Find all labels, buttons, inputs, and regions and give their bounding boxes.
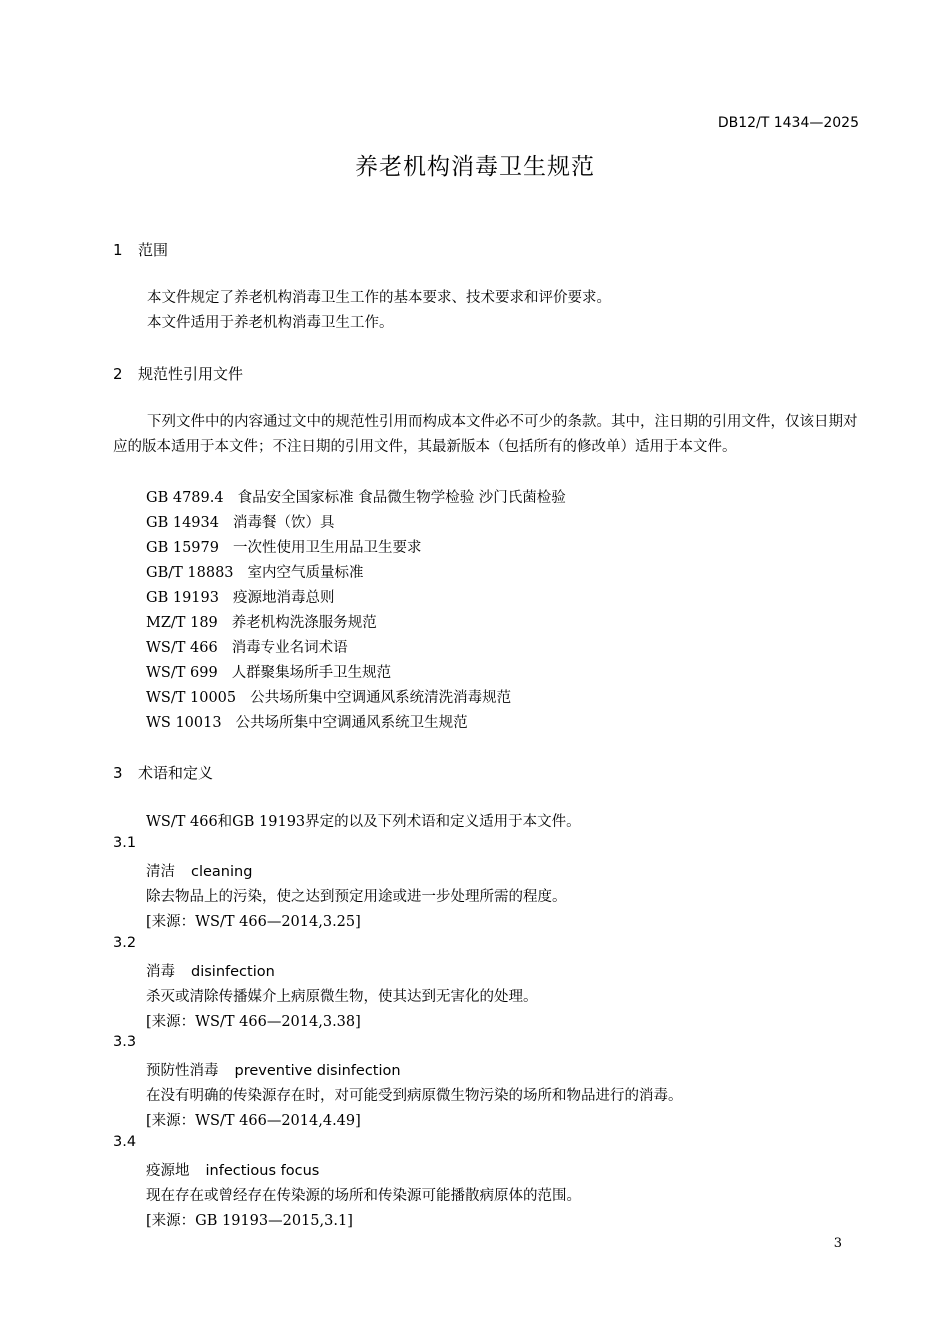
reference-title: 一次性使用卫生用品卫生要求 [232, 540, 422, 556]
reference-code: WS/T 699 [146, 665, 218, 681]
term-definition: 除去物品上的污染，使之达到预定用途或进一步处理所需的程度。 [146, 889, 567, 905]
reference-item [146, 536, 421, 557]
reference-code: WS 10013 [146, 715, 222, 731]
term-definition: 杀灭或清除传播媒介上病原微生物，使其达到无害化的处理。 [146, 989, 538, 1005]
reference-title: 人群聚集场所手卫生规范 [231, 665, 392, 681]
term-zh: 疫源地 [146, 1163, 190, 1179]
reference-item [146, 711, 468, 732]
reference-item [146, 486, 566, 507]
reference-title: 公共场所集中空调通风系统清洗消毒规范 [250, 690, 512, 706]
term-definition: 在没有明确的传染源存在时，对可能受到病原微生物污染的场所和物品进行的消毒。 [146, 1088, 683, 1104]
reference-code: GB 14934 [146, 515, 219, 531]
term-entry [146, 860, 252, 881]
term-definition: 现在存在或曾经存在传染源的场所和传染源可能播散病原体的范围。 [146, 1188, 581, 1204]
paragraph: 下列文件中的内容通过文中的规范性引用而构成本文件必不可少的条款。其中，注日期的引用文件，仅该日期对应的版本适用于本文件；不注日期的引用文件，其最新版本（包括所有的修改单）适用于本文件。 [113, 414, 858, 455]
reference-code: GB 19193 [146, 590, 219, 606]
paragraph: 本文件规定了养老机构消毒卫生工作的基本要求、技术要求和评价要求。 [147, 290, 611, 306]
term-source: [来源：WS/T 466—2014,3.38] [146, 1014, 361, 1030]
reference-item [146, 611, 377, 632]
term-zh: 清洁 [146, 864, 175, 880]
reference-code: GB 15979 [146, 540, 219, 556]
section-number: 2 [113, 365, 123, 383]
term-number: 3.2 [113, 935, 137, 951]
term-en: preventive disinfection [234, 1063, 401, 1079]
term-en: disinfection [191, 964, 275, 980]
section-title: 规范性引用文件 [138, 365, 244, 383]
reference-item [146, 686, 511, 707]
document-title: 养老机构消毒卫生规范 [355, 154, 595, 180]
section-heading-scope [113, 239, 168, 260]
section-number: 1 [113, 241, 123, 259]
reference-item [146, 636, 348, 657]
term-entry [146, 1159, 319, 1180]
term-number: 3.1 [113, 835, 137, 851]
term-en: infectious focus [205, 1163, 320, 1179]
section-title: 术语和定义 [138, 764, 214, 782]
section-title: 范围 [138, 241, 169, 259]
reference-item [146, 586, 334, 607]
term-zh: 预防性消毒 [146, 1063, 219, 1079]
term-number: 3.4 [113, 1134, 137, 1150]
reference-item [146, 561, 364, 582]
reference-title: 养老机构洗涤服务规范 [231, 615, 377, 631]
paragraph: 本文件适用于养老机构消毒卫生工作。 [147, 315, 394, 331]
term-en: cleaning [191, 864, 253, 880]
section-number: 3 [113, 764, 123, 782]
term-source: [来源：WS/T 466—2014,3.25] [146, 914, 361, 930]
section-heading-terms-definitions [113, 762, 213, 783]
reference-code: WS/T 10005 [146, 690, 237, 706]
reference-code: MZ/T 189 [146, 615, 218, 631]
term-entry [146, 1059, 401, 1080]
reference-title: 公共场所集中空调通风系统卫生规范 [235, 715, 468, 731]
page-number: 3 [833, 1236, 842, 1251]
paragraph: WS/T 466和GB 19193界定的以及下列术语和定义适用于本文件。 [146, 814, 581, 830]
document-number: DB12/T 1434—2025 [717, 115, 859, 131]
reference-code: WS/T 466 [146, 640, 218, 656]
reference-title: 消毒专业名词术语 [231, 640, 348, 656]
term-source: [来源：WS/T 466—2014,4.49] [146, 1113, 361, 1129]
section-heading-normative-references [113, 363, 243, 384]
term-source: [来源：GB 19193—2015,3.1] [146, 1213, 353, 1229]
reference-title: 食品安全国家标准 食品微生物学检验 沙门氏菌检验 [237, 490, 566, 506]
reference-code: GB/T 18883 [146, 565, 234, 581]
reference-item [146, 511, 334, 532]
term-zh: 消毒 [146, 964, 175, 980]
reference-item [146, 661, 391, 682]
term-number: 3.3 [113, 1034, 137, 1050]
reference-title: 疫源地消毒总则 [232, 590, 335, 606]
reference-title: 室内空气质量标准 [247, 565, 364, 581]
reference-title: 消毒餐（饮）具 [232, 515, 335, 531]
reference-code: GB 4789.4 [146, 490, 224, 506]
term-entry [146, 960, 275, 981]
